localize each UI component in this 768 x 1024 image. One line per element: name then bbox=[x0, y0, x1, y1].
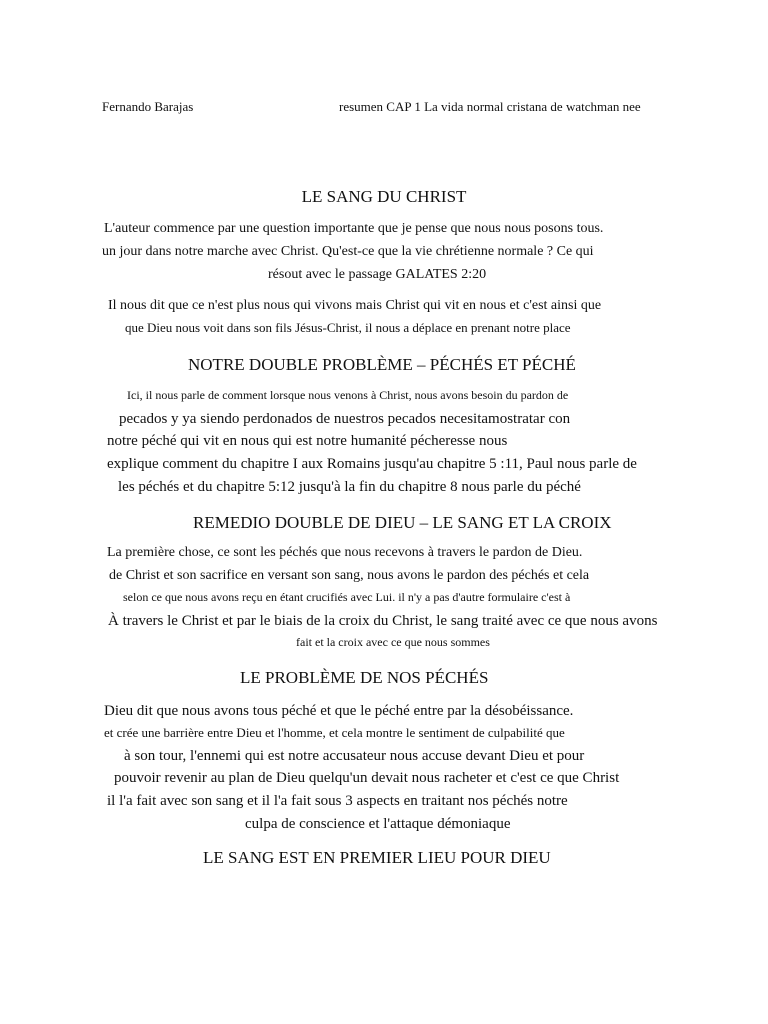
paragraph-line: À travers le Christ et par le biais de la croix du Christ, le sang traité avec ce que nous avons bbox=[108, 613, 658, 629]
section-heading: REMEDIO DOUBLE DE DIEU – LE SANG ET LA CROIX bbox=[193, 513, 612, 532]
paragraph-line: L'auteur commence par une question importante que je pense que nous nous posons tous. bbox=[104, 221, 604, 236]
paragraph-line: culpa de conscience et l'attaque démoniaque bbox=[245, 816, 511, 832]
paragraph-line: explique comment du chapitre I aux Romains jusqu'au chapitre 5 :11, Paul nous parle de bbox=[107, 456, 637, 472]
paragraph-line: Ici, il nous parle de comment lorsque nous venons à Christ, nous avons besoin du pardon de bbox=[127, 388, 569, 402]
paragraph-line: à son tour, l'ennemi qui est notre accusateur nous accuse devant Dieu et pour bbox=[124, 748, 585, 764]
paragraph-line: selon ce que nous avons reçu en étant crucifiés avec Lui. il n'y a pas d'autre formulaire c'est à bbox=[123, 590, 571, 604]
paragraph-line: notre péché qui vit en nous qui est notre humanité pécheresse nous bbox=[107, 433, 508, 449]
section-heading: LE SANG DU CHRIST bbox=[301, 187, 467, 206]
author-name: Fernando Barajas bbox=[102, 99, 194, 114]
paragraph-line: les péchés et du chapitre 5:12 jusqu'à la fin du chapitre 8 nous parle du péché bbox=[118, 479, 581, 495]
paragraph-line: résout avec le passage GALATES 2:20 bbox=[268, 267, 487, 282]
section-heading: NOTRE DOUBLE PROBLÈME – PÉCHÉS ET PÉCHÉ bbox=[188, 355, 576, 374]
section-heading: LE SANG EST EN PREMIER LIEU POUR DIEU bbox=[203, 848, 551, 867]
paragraph-line: Dieu dit que nous avons tous péché et que le péché entre par la désobéissance. bbox=[104, 703, 574, 719]
paragraph-line: il l'a fait avec son sang et il l'a fait sous 3 aspects en traitant nos péchés notre bbox=[107, 793, 568, 809]
section-heading: LE PROBLÈME DE NOS PÉCHÉS bbox=[240, 668, 489, 687]
paragraph-line: que Dieu nous voit dans son fils Jésus-Christ, il nous a déplace en prenant notre place bbox=[125, 320, 571, 335]
paragraph-line: pecados y ya siendo perdonados de nuestros pecados necesitamostratar con bbox=[119, 411, 571, 427]
paragraph-line: Il nous dit que ce n'est plus nous qui vivons mais Christ qui vit en nous et c'est ainsi que bbox=[108, 298, 602, 313]
paragraph-line: La première chose, ce sont les péchés que nous recevons à travers le pardon de Dieu. bbox=[107, 545, 583, 560]
paragraph-line: pouvoir revenir au plan de Dieu quelqu'un devait nous racheter et c'est ce que Christ bbox=[114, 770, 620, 786]
document-subject: resumen CAP 1 La vida normal cristana de watchman nee bbox=[339, 99, 641, 114]
paragraph-line: un jour dans notre marche avec Christ. Qu'est-ce que la vie chrétienne normale ? Ce qui bbox=[102, 244, 594, 259]
paragraph-line: fait et la croix avec ce que nous sommes bbox=[296, 635, 490, 649]
paragraph-line: de Christ et son sacrifice en versant son sang, nous avons le pardon des péchés et cela bbox=[109, 568, 590, 583]
paragraph-line: et crée une barrière entre Dieu et l'homme, et cela montre le sentiment de culpabilité que bbox=[104, 725, 565, 740]
